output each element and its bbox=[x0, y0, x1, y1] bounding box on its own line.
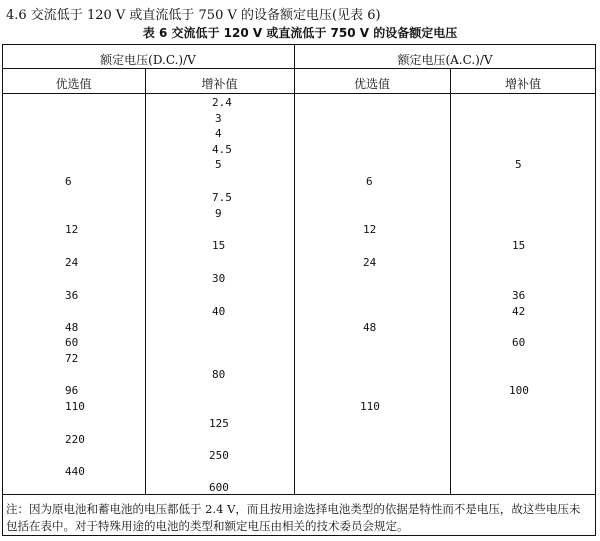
table-divider-note bbox=[2, 494, 596, 495]
table-divider-vertical-dc bbox=[145, 68, 146, 494]
dc-preferred-value: 72 bbox=[65, 352, 79, 365]
dc-supplementary-header: 增补值 bbox=[201, 77, 238, 91]
ac-preferred-value: 48 bbox=[363, 321, 377, 334]
dc-supplementary-value: 125 bbox=[209, 417, 229, 430]
table-footnote: 注：因为原电池和蓄电池的电压都低于 2.4 V，而且按用途选择电池类型的依据是特性而不是电压，故这些电压未包括在表中。对于特殊用途的电池的类型和额定电压由相关的技术委员会规定。 bbox=[6, 502, 581, 533]
ac-supplementary-header: 增补值 bbox=[504, 77, 541, 91]
dc-preferred-header: 优选值 bbox=[55, 77, 92, 91]
ac-supplementary-value: 15 bbox=[512, 239, 526, 252]
dc-supplementary-value: 15 bbox=[212, 239, 226, 252]
ac-preferred-value: 110 bbox=[360, 400, 380, 413]
dc-supplementary-value: 3 bbox=[215, 112, 222, 125]
ac-supplementary-value: 36 bbox=[512, 289, 526, 302]
dc-preferred-value: 110 bbox=[65, 400, 85, 413]
dc-preferred-value: 60 bbox=[65, 336, 79, 349]
dc-supplementary-value: 40 bbox=[212, 305, 226, 318]
dc-supplementary-value: 4 bbox=[215, 127, 222, 140]
ac-supplementary-value: 100 bbox=[509, 384, 529, 397]
dc-supplementary-value: 80 bbox=[212, 368, 226, 381]
table-divider-group-header bbox=[2, 68, 596, 69]
dc-preferred-value: 12 bbox=[65, 223, 79, 236]
dc-supplementary-value: 7.5 bbox=[212, 191, 232, 204]
ac-preferred-value: 6 bbox=[366, 175, 373, 188]
dc-preferred-value: 48 bbox=[65, 321, 79, 334]
ac-supplementary-value: 42 bbox=[512, 305, 526, 318]
table-divider-column-header bbox=[2, 93, 596, 94]
dc-preferred-value: 24 bbox=[65, 256, 79, 269]
dc-supplementary-value: 4.5 bbox=[212, 143, 232, 156]
dc-group-header: 额定电压(D.C.)/V bbox=[100, 53, 196, 67]
ac-group-header: 额定电压(A.C.)/V bbox=[397, 53, 493, 67]
dc-supplementary-value: 30 bbox=[212, 272, 226, 285]
dc-supplementary-value: 9 bbox=[215, 207, 222, 220]
table-divider-vertical-ac bbox=[450, 68, 451, 494]
table-divider-vertical-center bbox=[294, 44, 295, 494]
dc-preferred-value: 36 bbox=[65, 289, 79, 302]
dc-preferred-value: 6 bbox=[65, 175, 72, 188]
ac-supplementary-value: 60 bbox=[512, 336, 526, 349]
voltage-table bbox=[2, 44, 596, 536]
ac-preferred-value: 12 bbox=[363, 223, 377, 236]
section-heading: 4.6 交流低于 120 V 或直流低于 750 V 的设备额定电压(见表 6) bbox=[6, 8, 381, 23]
dc-supplementary-value: 600 bbox=[209, 481, 229, 494]
dc-preferred-value: 440 bbox=[65, 465, 85, 478]
dc-supplementary-value: 5 bbox=[215, 158, 222, 171]
table-caption: 表 6 交流低于 120 V 或直流低于 750 V 的设备额定电压 bbox=[142, 26, 458, 40]
ac-supplementary-value: 5 bbox=[515, 158, 522, 171]
dc-supplementary-value: 250 bbox=[209, 449, 229, 462]
dc-preferred-value: 220 bbox=[65, 433, 85, 446]
ac-preferred-value: 24 bbox=[363, 256, 377, 269]
ac-preferred-header: 优选值 bbox=[353, 77, 390, 91]
dc-supplementary-value: 2.4 bbox=[212, 96, 232, 109]
dc-preferred-value: 96 bbox=[65, 384, 79, 397]
